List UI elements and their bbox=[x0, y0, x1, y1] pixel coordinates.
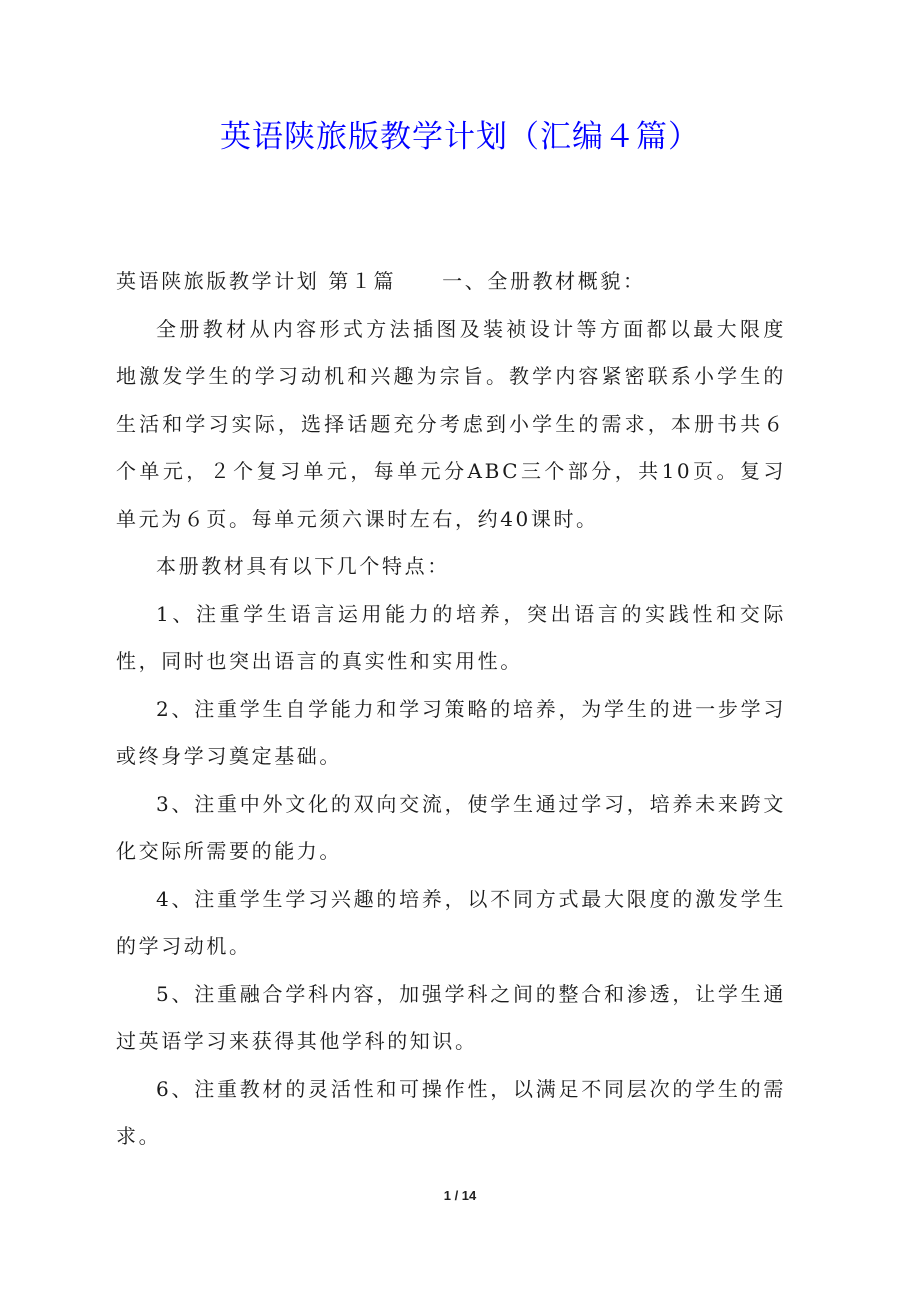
section-heading: 一、全册教材概貌： bbox=[442, 269, 646, 293]
paragraph-feature-6: 6、注重教材的灵活性和可操作性，以满足不同层次的学生的需求。 bbox=[116, 1076, 786, 1148]
page-number: 1 / 14 bbox=[443, 1188, 477, 1203]
paragraph-feature-3: 3、注重中外文化的双向交流，使学生通过学习，培养未来跨文化交际所需要的能力。 bbox=[116, 791, 786, 863]
paragraph-feature-1: 1、注重学生语言运用能力的培养，突出语言的实践性和交际性，同时也突出语言的真实性和实用性。 bbox=[116, 601, 786, 673]
article-label: 英语陕旅版教学计划 第１篇 bbox=[116, 269, 397, 293]
paragraph-overview: 全册教材从内容形式方法插图及装祯设计等方面都以最大限度地激发学生的学习动机和兴趣为宗旨。教学内容紧密联系小学生的生活和学习实际，选择话题充分考虑到小学生的需求，本册书共６个单元，２个复习单元，每单元分ABC三个部分，共10页。复习单元为６页。每单元须六课时左右，约40课时。 bbox=[116, 316, 786, 531]
document-title: 英语陕旅版教学计划（汇编４篇） bbox=[220, 119, 700, 155]
article-header-line bbox=[116, 258, 786, 306]
paragraph-features-intro: 本册教材具有以下几个特点： bbox=[156, 554, 450, 578]
document-body bbox=[116, 258, 786, 1161]
paragraph-feature-5: 5、注重融合学科内容，加强学科之间的整合和渗透，让学生通过英语学习来获得其他学科的知识。 bbox=[116, 981, 786, 1053]
paragraph-feature-4: 4、注重学生学习兴趣的培养，以不同方式最大限度的激发学生的学习动机。 bbox=[116, 886, 786, 958]
paragraph-feature-2: 2、注重学生自学能力和学习策略的培养，为学生的进一步学习或终身学习奠定基础。 bbox=[116, 696, 786, 768]
